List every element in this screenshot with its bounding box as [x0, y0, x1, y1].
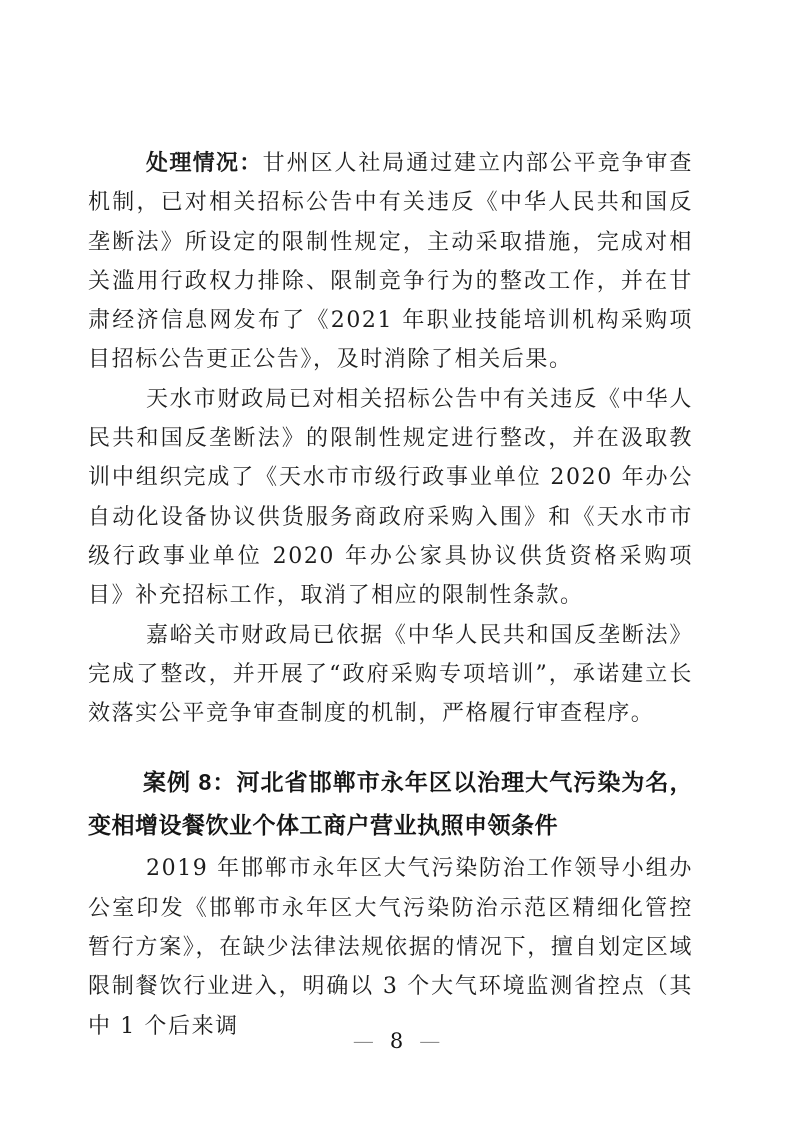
- handling-status-text: 甘州区人社局通过建立内部公平竞争审查机制，已对相关招标公告中有关违反《中华人民共和国反垄断法》所设定的限制性规定，主动采取措施，完成对相关滥用行政权力排除、限制竞争行为的整改工作，并在甘肃经济信息网发布了《2021 年职业技能培训机构采购项目招标公告更正公告》，及时消除了相关后果。: [88, 151, 693, 373]
- footer-dash-left: —: [352, 1030, 374, 1052]
- paragraph-jiayuguan: 嘉峪关市财政局已依据《中华人民共和国反垄断法》完成了整改，并开展了“政府采购专项培训”，承诺建立长效落实公平竞争审查制度的机制，严格履行审查程序。: [88, 622, 693, 727]
- page-body: [88, 143, 693, 1046]
- page-number: 8: [389, 1029, 404, 1053]
- paragraph-handling-status: [88, 143, 693, 380]
- paragraph-case-8-body: 2019 年邯郸市永年区大气污染防治工作领导小组办公室印发《邯郸市永年区大气污染防治示范区精细化管控暂行方案》，在缺少法律法规依据的情况下，擅自划定区域限制餐饮行业进入，明确以 3 个大气环境监测省控点（其中 1 个后来调: [88, 856, 693, 1039]
- page-footer: [0, 1026, 793, 1056]
- handling-status-label: 处理情况：: [146, 150, 263, 175]
- case-8-heading: 案例 8：河北省邯郸市永年区以治理大气污染为名，变相增设餐饮业个体工商户营业执照申领条件: [88, 769, 693, 839]
- paragraph-tianshui: 天水市财政局已对相关招标公告中有关违反《中华人民共和国反垄断法》的限制性规定进行整改，并在汲取教训中组织完成了《天水市市级行政事业单位 2020 年办公自动化设备协议供货服务商政府采购入围》和《天水市市级行政事业单位 2020 年办公家具协议供货资格采购项目》补充招标工作，取消了相应的限制性条款。: [88, 386, 693, 609]
- footer-dash-right: —: [419, 1030, 441, 1052]
